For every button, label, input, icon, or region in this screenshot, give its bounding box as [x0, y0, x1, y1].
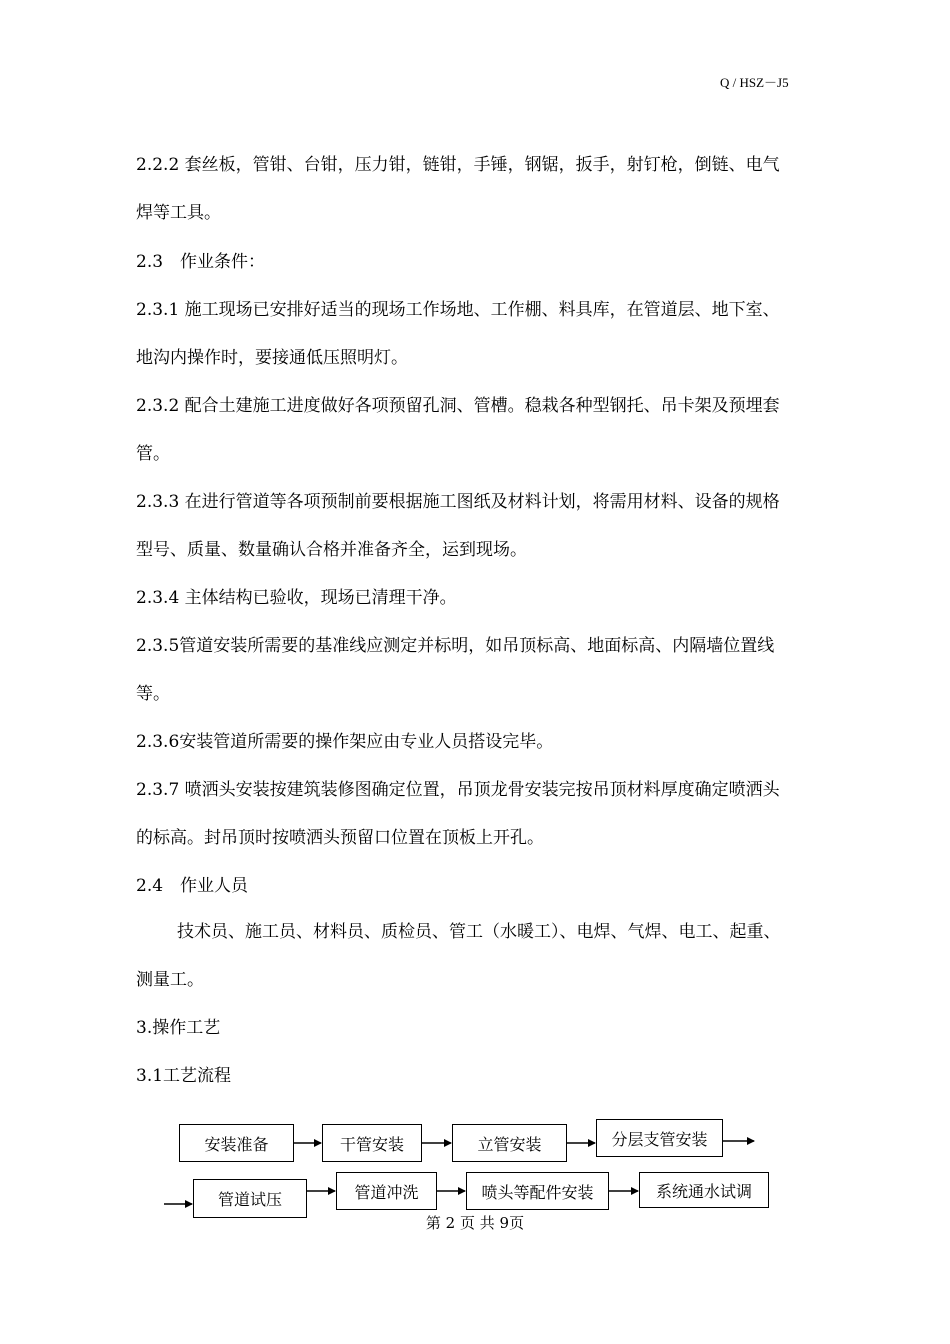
- flow-step-main-pipe: 干管安装: [322, 1124, 422, 1162]
- para-2-3-2-line1: 2.3.2 配合土建施工进度做好各项预留孔洞、管槽。稳栽各种型钢托、吊卡架及预埋套: [136, 396, 780, 416]
- heading-2-4: 2.4 作业人员: [136, 876, 249, 896]
- para-2-3-2-line2: 管。: [136, 444, 170, 464]
- flow-step-flush: 管道冲洗: [336, 1172, 437, 1210]
- para-2-3-6: 2.3.6安装管道所需要的操作架应由专业人员搭设完毕。: [136, 732, 554, 752]
- flow-step-pressure-test: 管道试压: [193, 1179, 307, 1218]
- flow-step-riser: 立管安装: [452, 1124, 567, 1162]
- flow-step-commissioning: 系统通水试调: [639, 1172, 769, 1208]
- para-2-3-7-line2: 的标高。封吊顶时按喷洒头预留口位置在顶板上开孔。: [136, 828, 544, 848]
- flow-step-branch: 分层支管安装: [596, 1119, 723, 1157]
- heading-3-1: 3.1工艺流程: [136, 1066, 232, 1086]
- para-2-3-3-line1: 2.3.3 在进行管道等各项预制前要根据施工图纸及材料计划，将需用材料、设备的规格: [136, 492, 780, 512]
- para-2-3-5-line1: 2.3.5管道安装所需要的基准线应测定并标明，如吊顶标高、地面标高、内隔墙位置线: [136, 636, 775, 656]
- para-2-4-line2: 测量工。: [136, 970, 204, 990]
- para-2-2-2-line2: 焊等工具。: [136, 203, 221, 223]
- para-2-3-1-line2: 地沟内操作时，要接通低压照明灯。: [136, 348, 408, 368]
- heading-3: 3.操作工艺: [136, 1018, 221, 1038]
- document-code: Q / HSZ－J5: [720, 75, 789, 90]
- para-2-3-4: 2.3.4 主体结构已验收，现场已清理干净。: [136, 588, 457, 608]
- para-2-3-7-line1: 2.3.7 喷洒头安装按建筑装修图确定位置，吊顶龙骨安装完按吊顶材料厚度确定喷洒头: [136, 780, 780, 800]
- para-2-3-3-line2: 型号、质量、数量确认合格并准备齐全，运到现场。: [136, 540, 527, 560]
- para-2-2-2-line1: 2.2.2 套丝板，管钳、台钳，压力钳，链钳，手锤，钢锯，扳手，射钉枪，倒链、电气: [136, 155, 780, 175]
- para-2-4-line1: 技术员、施工员、材料员、质检员、管工（水暖工）、电焊、气焊、电工、起重、: [160, 922, 781, 942]
- para-2-3-5-line2: 等。: [136, 684, 170, 704]
- heading-2-3: 2.3 作业条件：: [136, 252, 266, 272]
- flow-step-prepare: 安装准备: [179, 1124, 294, 1162]
- page-number-footer: 第 2 页 共 9页: [425, 1214, 525, 1232]
- para-2-3-1-line1: 2.3.1 施工现场已安排好适当的现场工作场地、工作棚、料具库，在管道层、地下室、: [136, 300, 780, 320]
- flow-step-sprinkler: 喷头等配件安装: [466, 1172, 609, 1210]
